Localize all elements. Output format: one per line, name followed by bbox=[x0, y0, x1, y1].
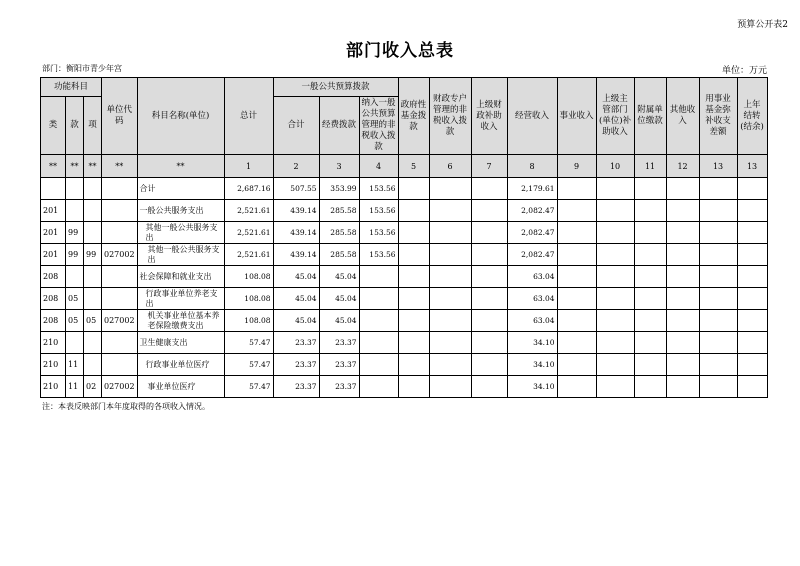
lei-cell: 210 bbox=[41, 354, 66, 376]
total-cell: 108.08 bbox=[224, 288, 273, 310]
header-other-income: 其他收入 bbox=[666, 78, 699, 155]
kuan-cell: 11 bbox=[66, 354, 84, 376]
other-income-cell bbox=[666, 222, 699, 244]
institution-income-cell bbox=[557, 332, 596, 354]
fund-balance-cell bbox=[699, 310, 737, 332]
xiang-cell bbox=[84, 332, 102, 354]
fiscal-nontax-cell bbox=[429, 332, 471, 354]
gb-nontax-cell: 153.56 bbox=[359, 178, 398, 200]
kuan-cell: 05 bbox=[66, 310, 84, 332]
carryover-cell bbox=[737, 376, 767, 398]
gb-funds-cell: 45.04 bbox=[319, 288, 359, 310]
unit-code-cell bbox=[102, 288, 138, 310]
total-cell: 57.47 bbox=[224, 332, 273, 354]
superior-dept-subsidy-cell bbox=[596, 288, 634, 310]
code-cell: 3 bbox=[319, 155, 359, 178]
table-row bbox=[41, 178, 768, 200]
business-income-cell: 34.10 bbox=[507, 332, 557, 354]
gb-nontax-cell bbox=[359, 354, 398, 376]
header-superior-dept-subsidy: 上级主管部门(单位)补助收入 bbox=[596, 78, 634, 155]
business-income-cell: 2,082.47 bbox=[507, 244, 557, 266]
other-income-cell bbox=[666, 178, 699, 200]
fiscal-nontax-cell bbox=[429, 200, 471, 222]
business-income-cell: 2,082.47 bbox=[507, 222, 557, 244]
xiang-cell: 05 bbox=[84, 310, 102, 332]
other-income-cell bbox=[666, 310, 699, 332]
lei-cell bbox=[41, 178, 66, 200]
other-income-cell bbox=[666, 354, 699, 376]
code-cell: 7 bbox=[471, 155, 507, 178]
institution-income-cell bbox=[557, 200, 596, 222]
total-cell: 2,687.16 bbox=[224, 178, 273, 200]
superior-dept-subsidy-cell bbox=[596, 310, 634, 332]
gov-fund-cell bbox=[398, 310, 429, 332]
xiang-cell bbox=[84, 354, 102, 376]
gov-fund-cell bbox=[398, 288, 429, 310]
superior-subsidy-cell bbox=[471, 310, 507, 332]
institution-income-cell bbox=[557, 354, 596, 376]
total-cell: 108.08 bbox=[224, 310, 273, 332]
xiang-cell: 02 bbox=[84, 376, 102, 398]
code-cell: 13 bbox=[737, 155, 767, 178]
xiang-cell bbox=[84, 288, 102, 310]
header-func-subject: 功能科目 bbox=[41, 78, 102, 97]
gb-total-cell: 439.14 bbox=[273, 222, 319, 244]
table-row bbox=[41, 200, 768, 222]
gb-total-cell: 45.04 bbox=[273, 288, 319, 310]
fund-balance-cell bbox=[699, 200, 737, 222]
code-cell: ** bbox=[102, 155, 138, 178]
gb-nontax-cell bbox=[359, 376, 398, 398]
kuan-cell bbox=[66, 266, 84, 288]
unit-code-cell: 027002 bbox=[102, 376, 138, 398]
gb-nontax-cell: 153.56 bbox=[359, 222, 398, 244]
superior-dept-subsidy-cell bbox=[596, 354, 634, 376]
page-title: 部门收入总表 bbox=[346, 41, 454, 61]
code-cell: 1 bbox=[224, 155, 273, 178]
business-income-cell: 34.10 bbox=[507, 376, 557, 398]
superior-subsidy-cell bbox=[471, 178, 507, 200]
fiscal-nontax-cell bbox=[429, 354, 471, 376]
other-income-cell bbox=[666, 244, 699, 266]
table-number-label: 预算公开表2 bbox=[737, 20, 788, 30]
institution-income-cell bbox=[557, 222, 596, 244]
header-institution-income: 事业收入 bbox=[557, 78, 596, 155]
code-cell: 8 bbox=[507, 155, 557, 178]
header-total: 总计 bbox=[224, 78, 273, 155]
xiang-cell bbox=[84, 222, 102, 244]
header-xiang: 项 bbox=[84, 97, 102, 155]
subject-name-cell: 一般公共服务支出 bbox=[137, 200, 224, 222]
superior-subsidy-cell bbox=[471, 222, 507, 244]
header-affiliated-payment: 附属单位缴款 bbox=[634, 78, 666, 155]
gov-fund-cell bbox=[398, 178, 429, 200]
institution-income-cell bbox=[557, 376, 596, 398]
fund-balance-cell bbox=[699, 354, 737, 376]
superior-dept-subsidy-cell bbox=[596, 200, 634, 222]
fiscal-nontax-cell bbox=[429, 244, 471, 266]
fiscal-nontax-cell bbox=[429, 266, 471, 288]
table-note: 注：本表反映部门本年度取得的各项收入情况。 bbox=[42, 402, 210, 411]
subject-name-cell: 行政事业单位医疗 bbox=[137, 354, 224, 376]
code-cell: 11 bbox=[634, 155, 666, 178]
xiang-cell: 99 bbox=[84, 244, 102, 266]
kuan-cell bbox=[66, 200, 84, 222]
table-row bbox=[41, 222, 768, 244]
gb-funds-cell: 285.58 bbox=[319, 200, 359, 222]
header-subject-name: 科目名称(单位) bbox=[137, 78, 224, 155]
carryover-cell bbox=[737, 310, 767, 332]
institution-income-cell bbox=[557, 266, 596, 288]
table-row bbox=[41, 354, 768, 376]
gb-nontax-cell bbox=[359, 288, 398, 310]
kuan-cell: 05 bbox=[66, 288, 84, 310]
unit-code-cell bbox=[102, 222, 138, 244]
fiscal-nontax-cell bbox=[429, 310, 471, 332]
unit-code-cell bbox=[102, 178, 138, 200]
gb-funds-cell: 23.37 bbox=[319, 376, 359, 398]
gov-fund-cell bbox=[398, 200, 429, 222]
superior-subsidy-cell bbox=[471, 332, 507, 354]
department-label: 部门：衡阳市青少年宫 bbox=[42, 64, 122, 73]
affiliated-payment-cell bbox=[634, 332, 666, 354]
subject-name-cell: 合计 bbox=[137, 178, 224, 200]
fund-balance-cell bbox=[699, 178, 737, 200]
carryover-cell bbox=[737, 354, 767, 376]
code-cell: ** bbox=[137, 155, 224, 178]
code-cell: 12 bbox=[666, 155, 699, 178]
header-general-budget: 一般公共预算拨款 bbox=[273, 78, 398, 97]
gb-funds-cell: 353.99 bbox=[319, 178, 359, 200]
carryover-cell bbox=[737, 178, 767, 200]
subject-name-cell: 事业单位医疗 bbox=[137, 376, 224, 398]
gb-funds-cell: 23.37 bbox=[319, 354, 359, 376]
gb-funds-cell: 45.04 bbox=[319, 310, 359, 332]
code-cell: 6 bbox=[429, 155, 471, 178]
fund-balance-cell bbox=[699, 266, 737, 288]
code-cell: ** bbox=[84, 155, 102, 178]
carryover-cell bbox=[737, 288, 767, 310]
lei-cell: 201 bbox=[41, 200, 66, 222]
lei-cell: 201 bbox=[41, 244, 66, 266]
xiang-cell bbox=[84, 200, 102, 222]
institution-income-cell bbox=[557, 310, 596, 332]
header-fund-balance: 用事业基金弥补收支差额 bbox=[699, 78, 737, 155]
carryover-cell bbox=[737, 200, 767, 222]
gov-fund-cell bbox=[398, 244, 429, 266]
code-cell: 9 bbox=[557, 155, 596, 178]
superior-subsidy-cell bbox=[471, 376, 507, 398]
unit-code-cell bbox=[102, 266, 138, 288]
affiliated-payment-cell bbox=[634, 288, 666, 310]
subject-name-cell: 行政事业单位养老支出 bbox=[137, 288, 224, 310]
superior-subsidy-cell bbox=[471, 244, 507, 266]
total-cell: 2,521.61 bbox=[224, 200, 273, 222]
gov-fund-cell bbox=[398, 354, 429, 376]
unit-label: 单位：万元 bbox=[721, 66, 767, 76]
table-row bbox=[41, 244, 768, 266]
gb-nontax-cell bbox=[359, 310, 398, 332]
kuan-cell: 11 bbox=[66, 376, 84, 398]
gov-fund-cell bbox=[398, 376, 429, 398]
unit-code-cell bbox=[102, 200, 138, 222]
kuan-cell: 99 bbox=[66, 222, 84, 244]
gb-nontax-cell: 153.56 bbox=[359, 200, 398, 222]
institution-income-cell bbox=[557, 178, 596, 200]
fund-balance-cell bbox=[699, 332, 737, 354]
lei-cell: 201 bbox=[41, 222, 66, 244]
affiliated-payment-cell bbox=[634, 310, 666, 332]
fiscal-nontax-cell bbox=[429, 376, 471, 398]
business-income-cell: 63.04 bbox=[507, 288, 557, 310]
carryover-cell bbox=[737, 244, 767, 266]
superior-dept-subsidy-cell bbox=[596, 178, 634, 200]
superior-subsidy-cell bbox=[471, 288, 507, 310]
gb-total-cell: 23.37 bbox=[273, 354, 319, 376]
kuan-cell bbox=[66, 178, 84, 200]
code-cell: 5 bbox=[398, 155, 429, 178]
lei-cell: 208 bbox=[41, 288, 66, 310]
other-income-cell bbox=[666, 200, 699, 222]
institution-income-cell bbox=[557, 288, 596, 310]
lei-cell: 208 bbox=[41, 266, 66, 288]
affiliated-payment-cell bbox=[634, 222, 666, 244]
total-cell: 57.47 bbox=[224, 376, 273, 398]
fund-balance-cell bbox=[699, 376, 737, 398]
carryover-cell bbox=[737, 266, 767, 288]
total-cell: 2,521.61 bbox=[224, 244, 273, 266]
superior-dept-subsidy-cell bbox=[596, 332, 634, 354]
header-gb-total: 合计 bbox=[273, 97, 319, 155]
institution-income-cell bbox=[557, 244, 596, 266]
gb-total-cell: 439.14 bbox=[273, 244, 319, 266]
unit-code-cell: 027002 bbox=[102, 244, 138, 266]
table-row bbox=[41, 288, 768, 310]
unit-code-cell bbox=[102, 332, 138, 354]
subject-name-cell: 社会保障和就业支出 bbox=[137, 266, 224, 288]
gov-fund-cell bbox=[398, 332, 429, 354]
gb-total-cell: 439.14 bbox=[273, 200, 319, 222]
code-cell: 10 bbox=[596, 155, 634, 178]
header-fiscal-nontax: 财政专户管理的非税收入拨款 bbox=[429, 78, 471, 155]
gb-total-cell: 45.04 bbox=[273, 310, 319, 332]
gb-total-cell: 23.37 bbox=[273, 376, 319, 398]
header-gb-nontax: 纳入一般公共预算管理的非税收入拨款 bbox=[359, 97, 398, 155]
code-cell: 4 bbox=[359, 155, 398, 178]
gb-nontax-cell bbox=[359, 332, 398, 354]
gb-funds-cell: 23.37 bbox=[319, 332, 359, 354]
other-income-cell bbox=[666, 332, 699, 354]
gb-nontax-cell: 153.56 bbox=[359, 244, 398, 266]
fiscal-nontax-cell bbox=[429, 288, 471, 310]
superior-dept-subsidy-cell bbox=[596, 376, 634, 398]
carryover-cell bbox=[737, 332, 767, 354]
fiscal-nontax-cell bbox=[429, 222, 471, 244]
header-gov-fund: 政府性基金拨款 bbox=[398, 78, 429, 155]
affiliated-payment-cell bbox=[634, 244, 666, 266]
lei-cell: 208 bbox=[41, 310, 66, 332]
subject-name-cell: 其他一般公共服务支出 bbox=[137, 244, 224, 266]
header-unit-code: 单位代码 bbox=[102, 78, 138, 155]
gb-total-cell: 23.37 bbox=[273, 332, 319, 354]
gb-nontax-cell bbox=[359, 266, 398, 288]
gb-total-cell: 507.55 bbox=[273, 178, 319, 200]
affiliated-payment-cell bbox=[634, 178, 666, 200]
unit-code-cell bbox=[102, 354, 138, 376]
code-cell: 2 bbox=[273, 155, 319, 178]
superior-dept-subsidy-cell bbox=[596, 244, 634, 266]
lei-cell: 210 bbox=[41, 376, 66, 398]
income-summary-table bbox=[40, 77, 768, 398]
affiliated-payment-cell bbox=[634, 354, 666, 376]
business-income-cell: 63.04 bbox=[507, 266, 557, 288]
affiliated-payment-cell bbox=[634, 376, 666, 398]
unit-code-cell: 027002 bbox=[102, 310, 138, 332]
subject-name-cell: 卫生健康支出 bbox=[137, 332, 224, 354]
header-superior-subsidy: 上级财政补助收入 bbox=[471, 78, 507, 155]
total-cell: 57.47 bbox=[224, 354, 273, 376]
subject-name-cell: 机关事业单位基本养老保险缴费支出 bbox=[137, 310, 224, 332]
code-cell: ** bbox=[66, 155, 84, 178]
carryover-cell bbox=[737, 222, 767, 244]
business-income-cell: 34.10 bbox=[507, 354, 557, 376]
superior-subsidy-cell bbox=[471, 266, 507, 288]
fund-balance-cell bbox=[699, 244, 737, 266]
gb-total-cell: 45.04 bbox=[273, 266, 319, 288]
lei-cell: 210 bbox=[41, 332, 66, 354]
gb-funds-cell: 285.58 bbox=[319, 222, 359, 244]
table-row bbox=[41, 310, 768, 332]
xiang-cell bbox=[84, 266, 102, 288]
header-lei: 类 bbox=[41, 97, 66, 155]
code-cell: ** bbox=[41, 155, 66, 178]
other-income-cell bbox=[666, 376, 699, 398]
total-cell: 108.08 bbox=[224, 266, 273, 288]
gb-funds-cell: 45.04 bbox=[319, 266, 359, 288]
header-business-income: 经营收入 bbox=[507, 78, 557, 155]
gov-fund-cell bbox=[398, 266, 429, 288]
header-carryover: 上年结转(结余) bbox=[737, 78, 767, 155]
total-cell: 2,521.61 bbox=[224, 222, 273, 244]
business-income-cell: 2,179.61 bbox=[507, 178, 557, 200]
table-row bbox=[41, 266, 768, 288]
kuan-cell: 99 bbox=[66, 244, 84, 266]
affiliated-payment-cell bbox=[634, 200, 666, 222]
fund-balance-cell bbox=[699, 288, 737, 310]
other-income-cell bbox=[666, 288, 699, 310]
other-income-cell bbox=[666, 266, 699, 288]
superior-dept-subsidy-cell bbox=[596, 222, 634, 244]
superior-subsidy-cell bbox=[471, 200, 507, 222]
subject-name-cell: 其他一般公共服务支出 bbox=[137, 222, 224, 244]
superior-dept-subsidy-cell bbox=[596, 266, 634, 288]
gb-funds-cell: 285.58 bbox=[319, 244, 359, 266]
table-row bbox=[41, 376, 768, 398]
table-row bbox=[41, 332, 768, 354]
header-kuan: 款 bbox=[66, 97, 84, 155]
fund-balance-cell bbox=[699, 222, 737, 244]
fiscal-nontax-cell bbox=[429, 178, 471, 200]
business-income-cell: 63.04 bbox=[507, 310, 557, 332]
gov-fund-cell bbox=[398, 222, 429, 244]
affiliated-payment-cell bbox=[634, 266, 666, 288]
kuan-cell bbox=[66, 332, 84, 354]
header-gb-funds: 经费拨款 bbox=[319, 97, 359, 155]
code-cell: 13 bbox=[699, 155, 737, 178]
business-income-cell: 2,082.47 bbox=[507, 200, 557, 222]
superior-subsidy-cell bbox=[471, 354, 507, 376]
xiang-cell bbox=[84, 178, 102, 200]
